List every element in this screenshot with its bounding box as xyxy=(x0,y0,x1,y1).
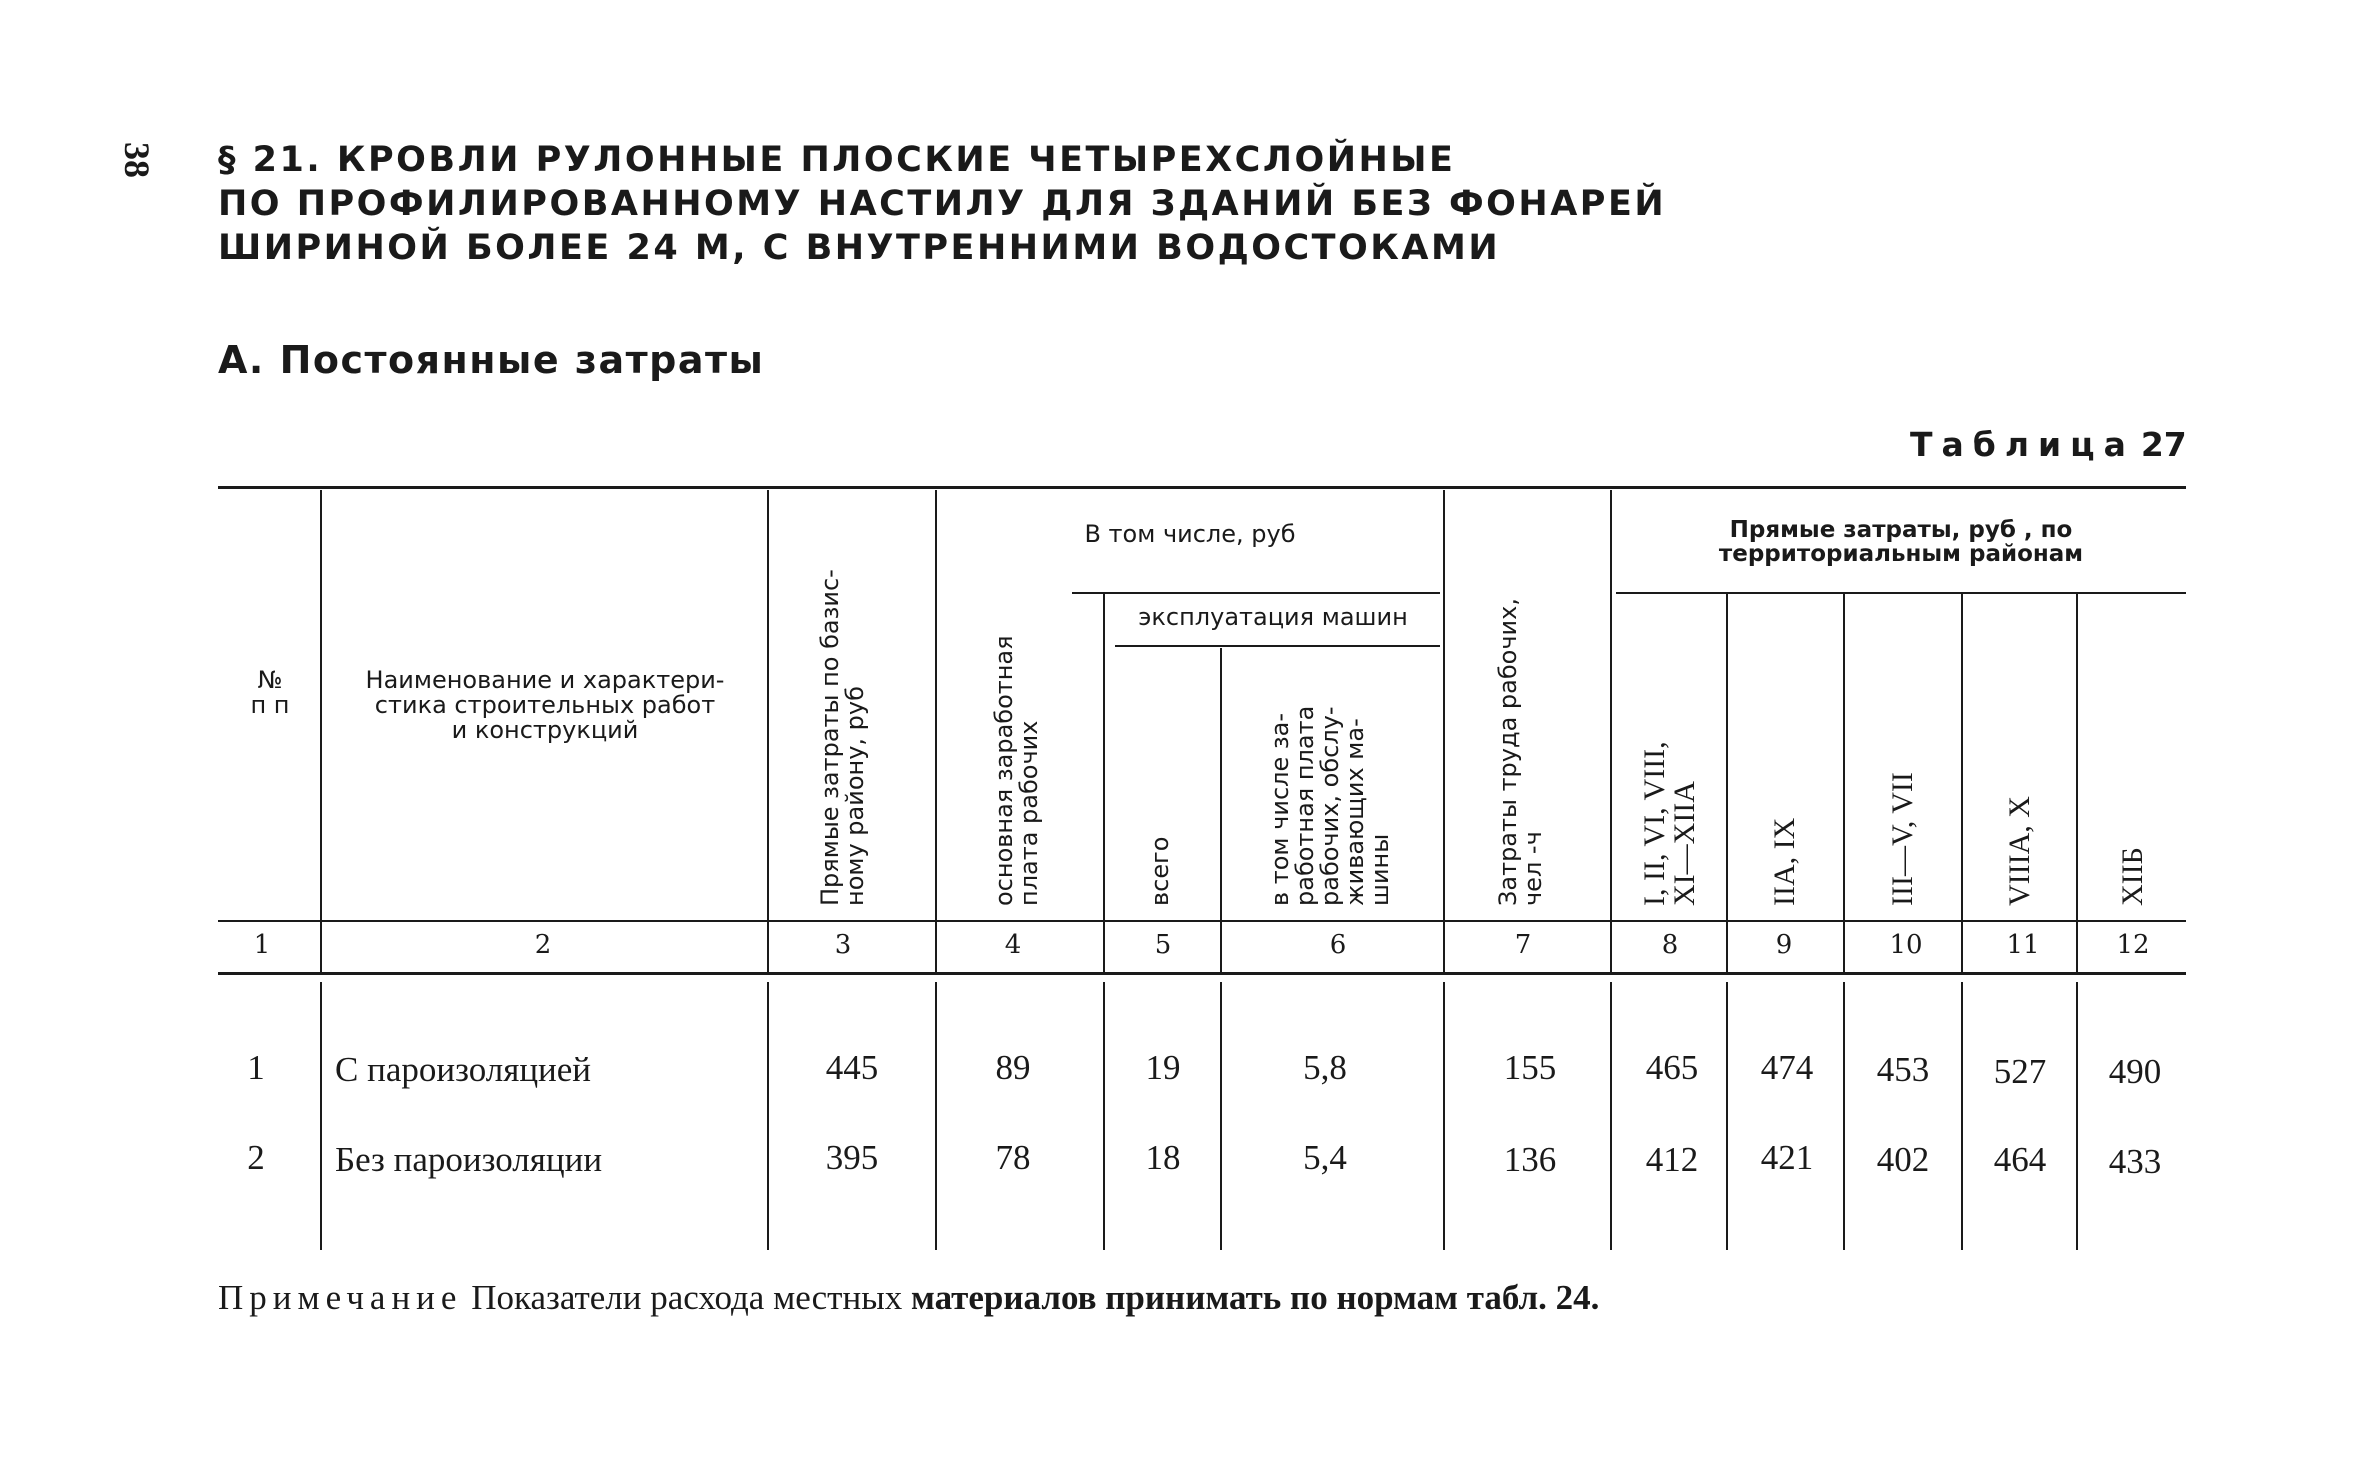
header-num: № п п xyxy=(250,666,290,719)
vrule-11 xyxy=(2076,594,2078,972)
colnum-5: 5 xyxy=(1154,930,1172,960)
cell-machines-wage: 5,8 xyxy=(1303,1048,1347,1087)
header-region-2: IIA, IX xyxy=(1768,817,1801,906)
heading-line-3: ШИРИНОЙ БОЛЕЕ 24 М, С ВНУТРЕННИМИ ВОДОСТОКАМИ xyxy=(218,228,1501,268)
cell-machines-wage: 5,4 xyxy=(1303,1138,1347,1177)
colnum-8: 8 xyxy=(1661,930,1679,960)
cell-labor: 155 xyxy=(1503,1048,1557,1087)
row-name: С пароизоляцией xyxy=(335,1050,592,1089)
vrule-10 xyxy=(1961,594,1963,972)
vrule-body-11 xyxy=(2076,982,2078,1250)
vrule-body-5 xyxy=(1220,982,1222,1250)
header-machines-wage: в том числе за- работная плата рабочих, обслу- живающих ма- шины xyxy=(1266,705,1394,906)
cell-region-2: 474 xyxy=(1760,1048,1814,1087)
vrule-body-9 xyxy=(1843,982,1845,1250)
cell-direct-base: 445 xyxy=(825,1048,879,1087)
rule-above-colnums xyxy=(218,920,2186,922)
page-number: 38 xyxy=(117,142,157,178)
table-note xyxy=(218,1278,1599,1318)
vrule-6 xyxy=(1443,490,1445,972)
vrule-body-7 xyxy=(1610,982,1612,1250)
vrule-4 xyxy=(1103,594,1105,972)
colnum-4: 4 xyxy=(1004,930,1022,960)
cell-labor: 136 xyxy=(1503,1140,1557,1179)
vrule-7 xyxy=(1610,490,1612,972)
colnum-2: 2 xyxy=(534,930,552,960)
row-name: Без пароизоляции xyxy=(335,1140,603,1179)
row-num: 2 xyxy=(247,1138,265,1177)
colnum-12: 12 xyxy=(2116,930,2150,960)
table-label-number: 27 xyxy=(2140,425,2187,464)
table-label xyxy=(1910,425,2187,464)
vrule-2 xyxy=(767,490,769,972)
header-group-incl: В том числе, руб xyxy=(1084,520,1296,548)
cell-region-5: 490 xyxy=(2108,1052,2162,1091)
header-group-regions: Прямые затраты, руб , по территориальным районам xyxy=(1718,517,2084,567)
colnum-7: 7 xyxy=(1514,930,1532,960)
header-wage: основная заработная плата рабочих xyxy=(990,635,1043,906)
cell-machines-total: 18 xyxy=(1145,1138,1181,1177)
cell-region-1: 412 xyxy=(1645,1140,1699,1179)
cell-machines-total: 19 xyxy=(1145,1048,1181,1087)
heading-line-1: § 21. КРОВЛИ РУЛОННЫЕ ПЛОСКИЕ ЧЕТЫРЕХСЛОЙНЫЕ xyxy=(218,140,1456,180)
colnum-11: 11 xyxy=(2006,930,2040,960)
note-bold-text: материалов принимать по нормам табл. 24. xyxy=(910,1278,1600,1317)
table-label-word: Таблица xyxy=(1910,425,2135,464)
cell-region-1: 465 xyxy=(1645,1048,1699,1087)
colnum-9: 9 xyxy=(1775,930,1793,960)
cell-region-5: 433 xyxy=(2108,1142,2162,1181)
note-text: Показатели расхода местных xyxy=(462,1278,911,1317)
vrule-body-8 xyxy=(1726,982,1728,1250)
cell-wage: 78 xyxy=(995,1138,1031,1177)
colnum-6: 6 xyxy=(1329,930,1347,960)
section-heading xyxy=(218,138,1666,270)
vrule-3 xyxy=(935,490,937,972)
table-top-rule xyxy=(218,486,2186,489)
rule-under-incl xyxy=(1072,592,1440,594)
colnum-3: 3 xyxy=(834,930,852,960)
colnum-1: 1 xyxy=(253,930,271,960)
vrule-body-3 xyxy=(935,982,937,1250)
rule-under-regions xyxy=(1616,592,2186,594)
header-name: Наименование и характери- стика строительных работ и конструкций xyxy=(365,666,725,744)
vrule-body-1 xyxy=(320,982,322,1250)
cell-region-4: 464 xyxy=(1993,1140,2047,1179)
vrule-5 xyxy=(1220,648,1222,972)
header-region-3: III—V, VII xyxy=(1886,772,1919,906)
rule-under-machines xyxy=(1115,645,1440,647)
header-machines-total: всего xyxy=(1146,836,1174,906)
vrule-body-2 xyxy=(767,982,769,1250)
note-label: Примечание xyxy=(218,1278,463,1317)
vrule-body-4 xyxy=(1103,982,1105,1250)
colnum-10: 10 xyxy=(1889,930,1923,960)
row-num: 1 xyxy=(247,1048,265,1087)
vrule-8 xyxy=(1726,594,1728,972)
header-labor: Затраты труда рабочих, чел -ч xyxy=(1494,598,1547,906)
heading-line-2: ПО ПРОФИЛИРОВАННОМУ НАСТИЛУ ДЛЯ ЗДАНИЙ БЕЗ ФОНАРЕЙ xyxy=(218,184,1667,224)
header-region-4: VIIIA, X xyxy=(2003,796,2036,906)
vrule-body-6 xyxy=(1443,982,1445,1250)
header-direct-base: Прямые затраты по базис- ному району, руб xyxy=(816,569,869,906)
header-region-5: XIIБ xyxy=(2116,847,2149,906)
cell-region-4: 527 xyxy=(1993,1052,2047,1091)
cell-wage: 89 xyxy=(995,1048,1031,1087)
header-machines: эксплуатация машин xyxy=(1138,603,1408,631)
cell-region-3: 402 xyxy=(1876,1140,1930,1179)
cell-direct-base: 395 xyxy=(825,1138,879,1177)
rule-below-colnums xyxy=(218,972,2186,975)
cell-region-3: 453 xyxy=(1876,1050,1930,1089)
header-region-1: I, II, VI, VIII, XI—XIIA xyxy=(1638,741,1701,906)
vrule-9 xyxy=(1843,594,1845,972)
vrule-body-10 xyxy=(1961,982,1963,1250)
vrule-1 xyxy=(320,490,322,972)
cell-region-2: 421 xyxy=(1760,1138,1814,1177)
subheading: А. Постоянные затраты xyxy=(218,338,765,382)
